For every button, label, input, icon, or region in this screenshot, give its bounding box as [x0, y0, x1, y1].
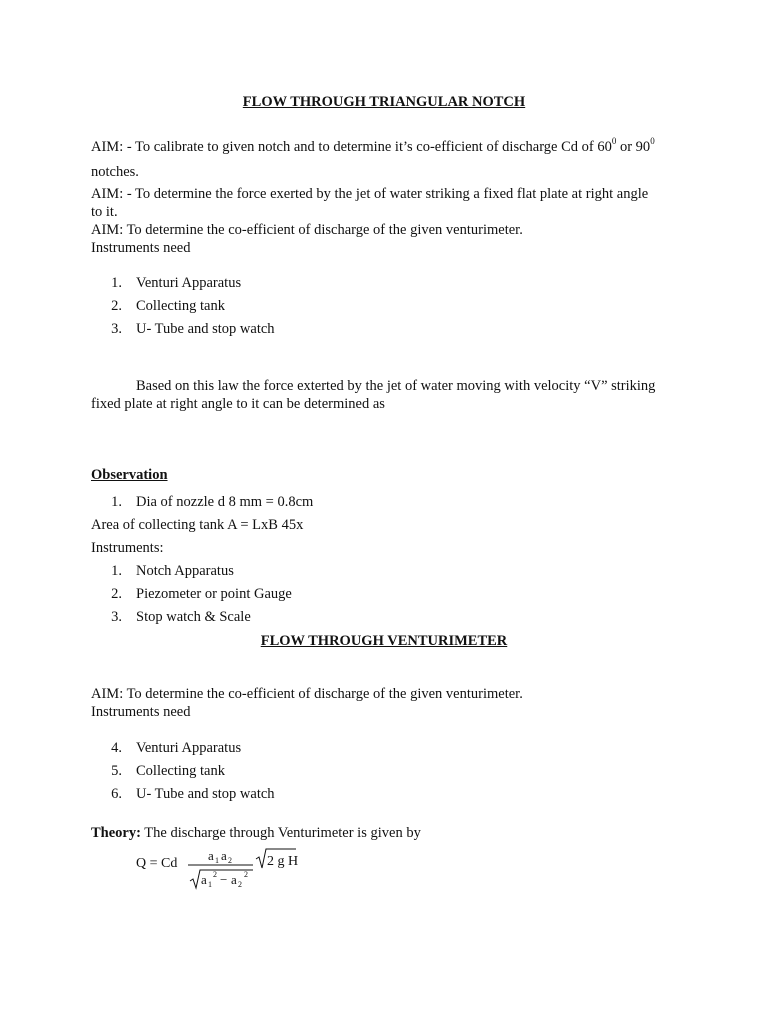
list-number: 3.	[111, 321, 122, 337]
numerator-a2: a	[221, 848, 227, 863]
list-text: Notch Apparatus	[136, 563, 234, 579]
formula-lhs: Q = Cd	[136, 856, 178, 871]
list-text: Collecting tank	[136, 763, 225, 779]
degree-sup: 0	[650, 136, 655, 146]
aim-calibrate-notch-cont: notches.	[91, 164, 139, 180]
list-number: 5.	[111, 763, 122, 779]
theory-line	[91, 825, 421, 842]
degree-sup: 0	[611, 136, 617, 146]
numerator-sub1: 1	[215, 856, 219, 865]
page-title: FLOW THROUGH TRIANGULAR NOTCH	[242, 94, 526, 110]
list-number: 4.	[111, 740, 122, 756]
aim-calibrate-notch	[91, 136, 655, 156]
numerator-sub2: 2	[228, 856, 232, 865]
list-text: U- Tube and stop watch	[136, 321, 275, 337]
theory-label: Theory:	[91, 825, 141, 841]
discharge-formula	[136, 843, 336, 893]
aim-text-b: or 90	[616, 139, 651, 155]
list-text: Dia of nozzle d 8 mm = 0.8cm	[136, 494, 314, 510]
list-text: Stop watch & Scale	[136, 609, 251, 625]
section-title: FLOW THROUGH VENTURIMETER	[260, 633, 508, 649]
instruments-label: Instruments:	[91, 540, 164, 556]
instruments-need-label-2: Instruments need	[91, 704, 191, 720]
theory-text: The discharge through Venturimeter is given by	[140, 825, 421, 841]
list-number: 6.	[111, 786, 122, 802]
paragraph-line-1: Based on this law the force exterted by the jet of water moving with velocity “V” striking	[136, 378, 656, 394]
instruments-need-label: Instruments need	[91, 240, 191, 256]
aim-force-jet: AIM: - To determine the force exerted by the jet of water striking a fixed flat plate at right angle	[91, 186, 649, 202]
list-number: 2.	[111, 586, 122, 602]
denominator-sub2: 2	[238, 880, 242, 889]
observation-heading: Observation	[91, 467, 168, 483]
denominator-a1: a	[201, 872, 207, 887]
area-line: Area of collecting tank A = LxB 45x	[91, 517, 304, 533]
aim-venturimeter: AIM: To determine the co-efficient of discharge of the given venturimeter.	[91, 222, 523, 238]
list-number: 1.	[111, 275, 122, 291]
list-text: Venturi Apparatus	[136, 740, 242, 756]
denominator-sub1: 1	[208, 880, 212, 889]
aim-force-jet-cont: to it.	[91, 204, 118, 220]
numerator-a1: a	[208, 848, 214, 863]
denominator-sup1: 2	[213, 870, 217, 879]
list-number: 1.	[111, 494, 122, 510]
aim-venturimeter-2: AIM: To determine the co-efficient of discharge of the given venturimeter.	[91, 686, 523, 702]
aim-text-a: AIM: - To calibrate to given notch and to determine it’s co-efficient of discharge Cd of 60	[91, 139, 612, 155]
denominator-sup2: 2	[244, 870, 248, 879]
denominator-a2: a	[231, 872, 237, 887]
paragraph-line-2: fixed plate at right angle to it can be determined as	[91, 396, 385, 412]
list-number: 2.	[111, 298, 122, 314]
list-text: Venturi Apparatus	[136, 275, 242, 291]
list-text: Collecting tank	[136, 298, 225, 314]
list-number: 1.	[111, 563, 122, 579]
formula-rhs: 2 g H	[267, 854, 299, 869]
list-text: Piezometer or point Gauge	[136, 586, 292, 602]
list-number: 3.	[111, 609, 122, 625]
denominator-minus: −	[220, 872, 228, 887]
list-text: U- Tube and stop watch	[136, 786, 275, 802]
